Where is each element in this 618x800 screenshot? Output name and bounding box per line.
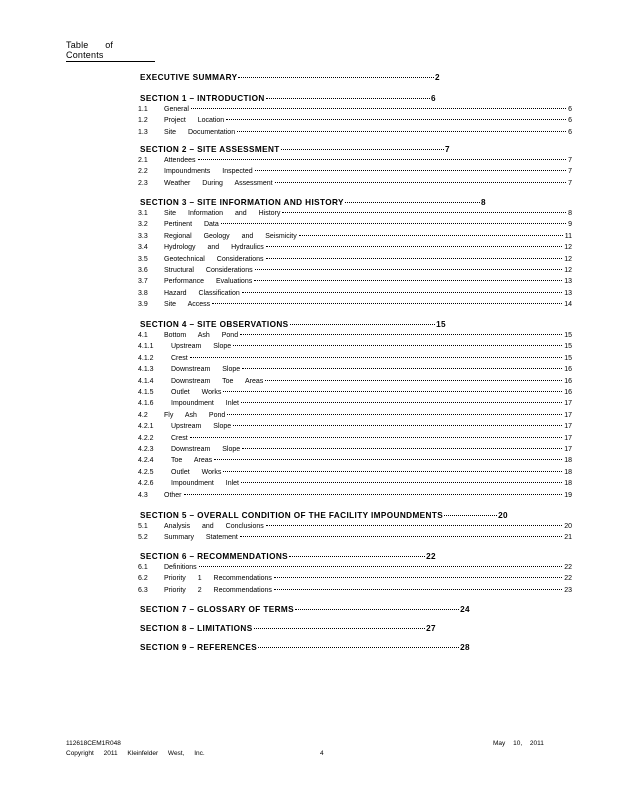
toc-item-2-1-label: Attendees <box>164 157 196 164</box>
toc-item-3-4-leader <box>266 246 562 247</box>
toc-item-3-9-label: Site Access <box>164 301 211 309</box>
toc-item-3-2-number: 3.2 <box>138 221 148 229</box>
toc-item-3-5[interactable] <box>138 256 572 263</box>
toc-item-4-1[interactable] <box>138 332 572 339</box>
toc-item-4-1-5[interactable] <box>138 389 572 396</box>
toc-item-1-1-leader <box>191 108 566 109</box>
toc-item-6-2-leader <box>274 577 562 578</box>
toc-item-2-3-label: Weather During Assessment <box>164 179 273 187</box>
section-7-heading-label: SECTION 7 – GLOSSARY OF TERMS <box>140 605 294 614</box>
section-4-heading[interactable] <box>140 320 446 329</box>
toc-item-3-8-page: 13 <box>564 289 572 297</box>
toc-item-3-4-page: 12 <box>564 244 572 252</box>
toc-item-2-3-leader <box>275 182 567 183</box>
toc-item-3-9[interactable] <box>138 301 572 308</box>
toc-item-4-2-6-number: 4.2.6 <box>138 480 154 488</box>
toc-item-4-2-number: 4.2 <box>138 411 148 419</box>
section-5-heading-page: 20 <box>498 511 508 520</box>
toc-item-4-2-5-page: 18 <box>564 468 572 476</box>
toc-item-6-2[interactable] <box>138 575 572 582</box>
toc-item-3-9-page: 14 <box>564 301 572 309</box>
section-8-heading-leader <box>254 627 425 629</box>
toc-item-3-9-leader <box>212 303 562 304</box>
toc-item-3-6-label: Structural Considerations <box>164 267 253 274</box>
toc-item-1-2-leader <box>226 119 566 120</box>
toc-item-4-3[interactable] <box>138 492 572 499</box>
toc-item-4-1-4-label: Downstream Toe Areas <box>171 377 264 385</box>
toc-item-6-3-label: Priority 2 Recommendations <box>164 586 272 594</box>
toc-item-4-2-2[interactable] <box>138 435 572 442</box>
toc-item-4-2-1-page: 17 <box>564 423 572 431</box>
toc-item-4-2-leader <box>227 414 562 415</box>
toc-item-3-2-page: 9 <box>568 221 572 229</box>
toc-item-3-3-number: 3.3 <box>138 232 148 240</box>
toc-item-2-3-number: 2.3 <box>138 179 148 187</box>
toc-item-1-3-label: Site Documentation <box>164 128 236 136</box>
toc-item-4-2-4-number: 4.2.4 <box>138 457 154 465</box>
toc-item-4-3-label: Other <box>164 491 182 499</box>
section-1-heading[interactable] <box>140 94 436 103</box>
section-4-heading-page: 15 <box>436 320 446 329</box>
toc-item-2-1-number: 2.1 <box>138 157 148 164</box>
toc-item-4-1-6-number: 4.1.6 <box>138 400 154 408</box>
toc-item-3-5-number: 3.5 <box>138 255 148 263</box>
toc-item-3-8[interactable] <box>138 290 572 297</box>
toc-item-5-1-page: 20 <box>564 523 572 530</box>
section-9-heading-leader <box>258 646 459 648</box>
toc-item-1-1-page: 6 <box>568 106 572 113</box>
toc-item-4-1-2-leader <box>190 357 562 358</box>
footer-page-number: 4 <box>320 750 324 757</box>
executive-summary-page: 2 <box>435 73 440 82</box>
toc-item-6-3-page: 23 <box>564 586 572 594</box>
toc-item-3-9-number: 3.9 <box>138 301 148 309</box>
toc-item-4-1-6-label: Impoundment Inlet <box>171 400 239 408</box>
toc-item-1-3-leader <box>237 131 566 132</box>
toc-item-3-7[interactable] <box>138 278 572 285</box>
section-5-heading-label: SECTION 5 – OVERALL CONDITION OF THE FACILITY IMPOUNDMENTS <box>140 511 444 520</box>
section-3-heading[interactable] <box>140 198 486 207</box>
toc-item-2-3-page: 7 <box>568 179 572 187</box>
section-4-heading-label: SECTION 4 – SITE OBSERVATIONS <box>140 320 289 329</box>
toc-title: Table of Contents <box>66 40 155 62</box>
toc-item-4-1-number: 4.1 <box>138 332 148 339</box>
toc-item-4-2-4-label: Toe Areas <box>171 457 213 465</box>
toc-item-4-2-2-leader <box>190 437 562 438</box>
toc-item-3-6-leader <box>255 269 563 270</box>
toc-item-6-2-label: Priority 1 Recommendations <box>164 575 272 583</box>
toc-item-3-5-label: Geotechnical Considerations <box>164 255 264 263</box>
section-9-heading[interactable] <box>140 643 470 652</box>
toc-item-4-1-page: 15 <box>564 332 572 339</box>
toc-item-4-1-5-leader <box>223 391 562 392</box>
toc-item-4-2-3-number: 4.2.3 <box>138 446 154 453</box>
toc-item-1-3-page: 6 <box>568 128 572 136</box>
toc-item-5-1-number: 5.1 <box>138 523 148 530</box>
toc-item-4-1-3[interactable] <box>138 366 572 373</box>
toc-item-3-1-number: 3.1 <box>138 210 148 217</box>
toc-item-4-3-leader <box>184 494 563 495</box>
toc-item-4-2-2-label: Crest <box>171 434 188 442</box>
section-8-heading-label: SECTION 8 – LIMITATIONS <box>140 624 253 633</box>
executive-summary-leader <box>238 76 434 78</box>
section-6-heading-page: 22 <box>426 552 436 561</box>
toc-item-3-8-leader <box>242 292 562 293</box>
toc-item-4-2-3-label: Downstream Slope <box>171 446 241 453</box>
executive-summary[interactable] <box>140 73 440 82</box>
toc-item-4-2-3-page: 17 <box>564 446 572 453</box>
toc-item-4-1-5-label: Outlet Works <box>171 389 222 396</box>
toc-item-4-1-1-number: 4.1.1 <box>138 343 154 351</box>
toc-item-4-1-4-page: 16 <box>564 377 572 385</box>
toc-item-3-1[interactable] <box>138 210 572 217</box>
toc-item-1-1-number: 1.1 <box>138 106 148 113</box>
toc-item-3-7-number: 3.7 <box>138 278 148 286</box>
toc-item-4-2-6[interactable] <box>138 480 572 487</box>
toc-item-4-1-3-leader <box>242 368 562 369</box>
toc-item-4-1-4-number: 4.1.4 <box>138 377 154 385</box>
toc-item-2-2-leader <box>255 170 566 171</box>
toc-item-3-3-page: 11 <box>564 232 572 240</box>
toc-item-4-1-leader <box>240 334 562 335</box>
section-6-heading[interactable] <box>140 552 436 561</box>
toc-item-6-1[interactable] <box>138 564 572 571</box>
executive-summary-label: EXECUTIVE SUMMARY <box>140 73 238 82</box>
toc-item-6-3-leader <box>274 589 562 590</box>
toc-item-4-1-6-page: 17 <box>564 400 572 408</box>
toc-item-4-3-number: 4.3 <box>138 491 148 499</box>
footer-doc-number: 112618CEM1R048 <box>66 740 121 747</box>
toc-item-4-2-1-number: 4.2.1 <box>138 423 154 431</box>
toc-item-3-8-number: 3.8 <box>138 289 148 297</box>
toc-item-5-2-number: 5.2 <box>138 534 148 542</box>
toc-item-1-2-number: 1.2 <box>138 117 148 125</box>
toc-item-4-1-3-page: 16 <box>564 366 572 374</box>
toc-item-3-8-label: Hazard Classification <box>164 289 240 297</box>
toc-item-4-1-3-number: 4.1.3 <box>138 366 154 374</box>
section-2-heading-leader <box>281 148 444 150</box>
toc-item-6-1-label: Definitions <box>164 564 197 571</box>
toc-item-4-1-1-page: 15 <box>564 343 572 351</box>
toc-item-4-2-1-label: Upstream Slope <box>171 423 232 431</box>
toc-item-3-7-page: 13 <box>564 278 572 286</box>
toc-item-4-1-5-number: 4.1.5 <box>138 389 154 396</box>
toc-item-5-2-page: 21 <box>564 534 572 542</box>
toc-item-3-5-page: 12 <box>564 255 572 263</box>
toc-item-3-4[interactable] <box>138 244 572 251</box>
section-2-heading-page: 7 <box>445 145 450 154</box>
toc-item-3-5-leader <box>266 258 563 259</box>
section-8-heading-page: 27 <box>426 624 436 633</box>
section-3-heading-page: 8 <box>481 198 486 207</box>
section-2-heading[interactable] <box>140 145 450 154</box>
section-7-heading-page: 24 <box>460 605 470 614</box>
toc-item-1-2-label: Project Location <box>164 117 225 125</box>
toc-item-3-6-number: 3.6 <box>138 267 148 274</box>
toc-item-2-1-leader <box>198 159 567 160</box>
toc-item-6-2-number: 6.2 <box>138 575 148 583</box>
toc-item-4-1-1[interactable] <box>138 343 572 350</box>
toc-item-4-1-2[interactable] <box>138 355 572 362</box>
toc-item-3-1-leader <box>282 212 566 213</box>
toc-item-2-1[interactable] <box>138 157 572 164</box>
section-1-heading-page: 6 <box>431 94 436 103</box>
toc-item-4-1-2-page: 15 <box>564 354 572 362</box>
section-9-heading-label: SECTION 9 – REFERENCES <box>140 643 258 652</box>
toc-item-3-1-label: Site Information and History <box>164 210 281 217</box>
toc-item-3-2[interactable] <box>138 221 572 228</box>
section-6-heading-leader <box>289 555 425 557</box>
section-1-heading-leader <box>266 97 430 99</box>
toc-item-4-1-6-leader <box>241 402 562 403</box>
toc-item-6-1-page: 22 <box>564 564 572 571</box>
toc-item-6-2-page: 22 <box>564 575 572 583</box>
toc-item-3-4-label: Hydrology and Hydraulics <box>164 244 264 252</box>
section-8-heading[interactable] <box>140 624 436 633</box>
section-7-heading[interactable] <box>140 605 470 614</box>
toc-item-2-2-number: 2.2 <box>138 168 148 176</box>
toc-item-4-2-3[interactable] <box>138 446 572 453</box>
toc-item-4-1-1-label: Upstream Slope <box>171 343 232 351</box>
toc-item-3-1-page: 8 <box>568 210 572 217</box>
toc-item-2-2-page: 7 <box>568 168 572 176</box>
toc-item-4-2-5-leader <box>223 471 562 472</box>
section-1-heading-label: SECTION 1 – INTRODUCTION <box>140 94 265 103</box>
toc-item-4-2-4-leader <box>214 459 562 460</box>
toc-item-4-2-label: Fly Ash Pond <box>164 411 226 419</box>
toc-item-3-3[interactable] <box>138 233 572 240</box>
section-3-heading-leader <box>345 201 480 203</box>
toc-item-4-1-4-leader <box>265 380 562 381</box>
toc-item-6-3[interactable] <box>138 587 572 594</box>
toc-item-4-2-6-page: 18 <box>564 480 572 488</box>
toc-item-5-1-label: Analysis and Conclusions <box>164 523 264 530</box>
toc-item-6-3-number: 6.3 <box>138 586 148 594</box>
toc-item-4-1-5-page: 16 <box>564 389 572 396</box>
toc-item-4-2-2-page: 17 <box>564 434 572 442</box>
section-4-heading-leader <box>290 323 436 325</box>
toc-item-6-1-leader <box>199 566 563 567</box>
toc-item-3-3-leader <box>299 235 563 236</box>
toc-item-2-3[interactable] <box>138 180 572 187</box>
toc-item-1-3-number: 1.3 <box>138 128 148 136</box>
toc-item-4-1-4[interactable] <box>138 378 572 385</box>
toc-item-3-2-label: Pertinent Data <box>164 221 219 229</box>
toc-item-4-2-6-leader <box>241 482 562 483</box>
toc-item-4-1-label: Bottom Ash Pond <box>164 332 239 339</box>
toc-item-3-7-leader <box>254 280 562 281</box>
toc-item-5-1[interactable] <box>138 523 572 530</box>
toc-item-1-1[interactable] <box>138 106 572 113</box>
toc-item-4-2-4-page: 18 <box>564 457 572 465</box>
toc-item-1-2[interactable] <box>138 117 572 124</box>
footer-copyright: Copyright 2011 Kleinfelder West, Inc. <box>66 750 205 757</box>
toc-item-5-2-label: Summary Statement <box>164 534 238 542</box>
toc-item-2-2-label: Impoundments Inspected <box>164 168 253 176</box>
toc-item-3-6-page: 12 <box>564 267 572 274</box>
toc-item-1-2-page: 6 <box>568 117 572 125</box>
toc-item-2-1-page: 7 <box>568 157 572 164</box>
section-6-heading-label: SECTION 6 – RECOMMENDATIONS <box>140 552 289 561</box>
toc-item-1-1-label: General <box>164 106 189 113</box>
toc-item-3-3-label: Regional Geology and Seismicity <box>164 232 297 240</box>
toc-item-5-2-leader <box>240 536 562 537</box>
section-5-heading[interactable] <box>140 511 508 520</box>
toc-item-4-2-3-leader <box>242 448 562 449</box>
toc-item-4-2-6-label: Impoundment Inlet <box>171 480 239 488</box>
toc-item-4-1-3-label: Downstream Slope <box>171 366 241 374</box>
toc-item-2-2[interactable] <box>138 168 572 175</box>
toc-item-1-3[interactable] <box>138 129 572 136</box>
toc-item-3-2-leader <box>221 223 566 224</box>
section-5-heading-leader <box>444 514 497 516</box>
toc-item-4-2-page: 17 <box>564 411 572 419</box>
toc-item-5-1-leader <box>266 525 562 526</box>
toc-item-3-7-label: Performance Evaluations <box>164 278 253 286</box>
toc-item-4-2[interactable] <box>138 412 572 419</box>
toc-item-4-2-5[interactable] <box>138 469 572 476</box>
section-2-heading-label: SECTION 2 – SITE ASSESSMENT <box>140 145 280 154</box>
toc-item-4-2-5-number: 4.2.5 <box>138 468 154 476</box>
section-9-heading-page: 28 <box>460 643 470 652</box>
toc-item-4-2-1[interactable] <box>138 423 572 430</box>
toc-item-5-2[interactable] <box>138 534 572 541</box>
toc-item-3-6[interactable] <box>138 267 572 274</box>
footer-date: May 10, 2011 <box>493 740 544 747</box>
toc-item-4-1-1-leader <box>233 345 562 346</box>
toc-item-6-1-number: 6.1 <box>138 564 148 571</box>
toc-item-4-1-2-label: Crest <box>171 354 188 362</box>
toc-item-4-2-1-leader <box>233 425 562 426</box>
toc-item-4-1-2-number: 4.1.2 <box>138 354 154 362</box>
section-7-heading-leader <box>295 608 459 610</box>
toc-item-4-1-6[interactable] <box>138 400 572 407</box>
toc-item-4-3-page: 19 <box>564 491 572 499</box>
toc-item-3-4-number: 3.4 <box>138 244 148 252</box>
toc-item-4-2-5-label: Outlet Works <box>171 468 222 476</box>
toc-item-4-2-4[interactable] <box>138 457 572 464</box>
section-3-heading-label: SECTION 3 – SITE INFORMATION AND HISTORY <box>140 198 344 207</box>
toc-item-4-2-2-number: 4.2.2 <box>138 434 154 442</box>
